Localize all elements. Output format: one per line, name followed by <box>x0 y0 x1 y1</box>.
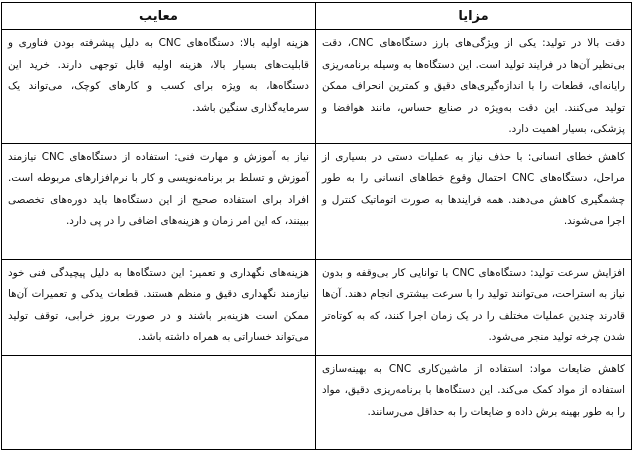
table-row <box>2 355 632 449</box>
table-row <box>2 30 632 144</box>
table-row <box>2 143 632 259</box>
advantage-cell: افزایش سرعت تولید: دستگاه‌های CNC با توانایی کار بی‌وقفه و بدون نیاز به استراحت، می‌توانند تولید را با سرعت بیشتری انجام دهند. آن‌ها قادرند چندین عملیات مختلف را در یک زمان اجرا کنند، که به کوتاه‌تر شدن چرخه تولید منجر می‌شود. <box>316 259 632 355</box>
comparison-document <box>1 2 631 473</box>
advantage-cell: دقت بالا در تولید: یکی از ویژگی‌های بارز دستگاه‌های CNC، دقت بی‌نظیر آن‌ها در فرایند تولید است. این دستگاه‌ها به وسیله برنامه‌ریزی رایانه‌ای، قطعات را با اندازه‌گیری‌های دقیق و کمترین انحراف ممکن تولید می‌کنند. این دقت به‌ویژه در صنایع حساس، مانند هوافضا و پزشکی، بسیار اهمیت دارد. <box>316 30 632 144</box>
table-row <box>2 259 632 355</box>
disadvantage-cell: هزینه‌های نگهداری و تعمیر: این دستگاه‌ها به دلیل پیچیدگی فنی خود نیازمند نگهداری دقیق و منظم هستند. قطعات یدکی و تعمیرات آن‌ها ممکن است هزینه‌بر باشند و در صورت بروز خرابی، توقف تولید می‌تواند خساراتی به همراه داشته باشد. <box>2 259 316 355</box>
advantage-cell: کاهش ضایعات مواد: استفاده از ماشین‌کاری CNC به بهینه‌سازی استفاده از مواد کمک می‌کند. این دستگاه‌ها با برنامه‌ریزی دقیق، مواد را به طور بهینه برش داده و ضایعات را به حداقل می‌رسانند. <box>316 355 632 449</box>
disadvantages-header: معایب <box>2 3 316 30</box>
disadvantage-cell: هزینه اولیه بالا: دستگاه‌های CNC به دلیل پیشرفته بودن فناوری و قابلیت‌های بسیار بالا، هزینه اولیه قابل توجهی دارند. خرید این دستگاه‌ها، به ویژه برای کسب و کارهای کوچک، می‌تواند یک سرمایه‌گذاری سنگین باشد. <box>2 30 316 144</box>
disadvantage-cell: نیاز به آموزش و مهارت فنی: استفاده از دستگاه‌های CNC نیازمند آموزش و تسلط بر برنامه‌نویسی و کار با نرم‌افزارهای مربوطه است. افراد برای استفاده صحیح از این دستگاه‌ها باید دوره‌های تخصصی ببینند، که این امر زمان و هزینه‌های اضافی را در پی دارد. <box>2 143 316 259</box>
advantage-cell: کاهش خطای انسانی: با حذف نیاز به عملیات دستی در بسیاری از مراحل، دستگاه‌های CNC احتمال وقوع خطاهای انسانی را به طور چشمگیری کاهش می‌دهند. همه فرایندها به صورت اتوماتیک کنترل و اجرا می‌شوند. <box>316 143 632 259</box>
empty-disadvantage-cell <box>2 355 316 449</box>
header-row <box>2 3 632 30</box>
advantages-header: مزایا <box>316 3 632 30</box>
pros-cons-table <box>1 2 632 450</box>
